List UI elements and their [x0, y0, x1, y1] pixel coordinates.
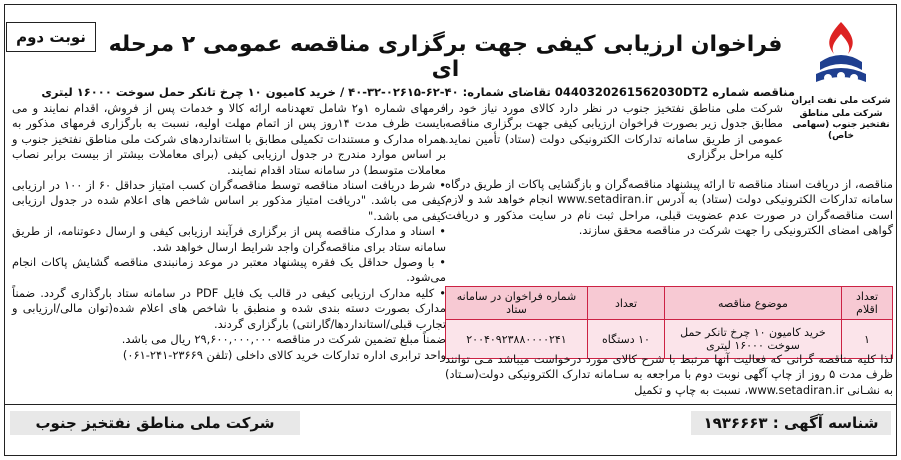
- closing-paragraph: لذا کلیه مناقصه گرانی که فعالیت آنها مرتبط با شرح کالای مورد درخواست میباشد مـی توانند ظرف مدت ۵ روز از چاپ آگهی نوبت دوم با مراجعه به سـامانه تدارک الکترونیکی دولت(سـتاد) به نشـانی www.setadiran.ir، نسبت به چاپ و تکمیل: [445, 352, 893, 397]
- conditions-paragraph: • شرط دریافت اسناد مناقصه توسط مناقصه‌گران کسب امتیاز حداقل ۶۰ از ۱۰۰ در ارزیابی کیفی می باشد. "دریافت امتیاز مذکور بر اساس شاخص های اعلام شده در جدول ارزیابی کیفی می باشد.": [12, 178, 446, 223]
- table-header-row: [446, 287, 893, 320]
- cell-subject: خرید کامیون ۱۰ چرخ تانکر حمل سوخت ۱۶۰۰۰ لیتری: [665, 320, 842, 359]
- header-quantity: تعداد: [588, 287, 665, 320]
- cell-item-count: ۱: [842, 320, 893, 359]
- guarantee-line: ضمناً مبلغ تضمین شرکت در مناقصه ۲۹,۶۰۰,۰۰۰,۰۰۰ ریال می باشد.: [121, 332, 446, 347]
- cell-quantity: ۱۰ دستگاه: [588, 320, 665, 359]
- footer-bar: [4, 404, 897, 441]
- header-call-number: شماره فراخوان در سامانه ستاد: [446, 287, 588, 320]
- flame-logo-icon: [806, 18, 876, 90]
- footer-company-name: شرکت ملی مناطق نفتخیز جنوب: [10, 411, 300, 435]
- contact-line: واحد ترابری اداره تدارکات خرید کالای داخلی (تلفن ۲۳۶۶۹-۲۴۱-۰۶۱): [122, 347, 446, 362]
- tender-number-line: مناقصه شماره 0440320261562030DT2 تقاضای شماره: ۴۰-۶۲-۰۲۶۱۵-۳۲-۴۰ / خرید کامیون ۱۰ چرخ تانکر حمل سوخت ۱۶۰۰۰ لیتری: [41, 85, 795, 99]
- conditions-paragraph: فرمهای شماره ۱و۲ شامل تعهدنامه ارائه کالا و خدمات پس از فروش، اقدام نمایند و می بایست ظرف مدت ۱۴روز پس از اتمام مهلت اولیه، نسبت به بارگزاری فرمهای مذکور به همراه مدارک و مستندات تکمیلی مطابق با استانداردهای شرکت ملی مناطق نفتخیز جنوب و بر اساس موارد مندرج در جدول ارزیابی کیفی (برای معاملات بیشتر از بیست برابر نصاب معاملات متوسط) در سامانه ستاد اقدام نمایند.: [12, 101, 446, 177]
- round-badge: نوبت دوم: [6, 22, 96, 52]
- conditions-paragraph: • کلیه مدارک ارزیابی کیفی در قالب یک فایل PDF در سامانه ستاد بارگذاری گردد. ضمناً مدارک بصورت دسته بندی شده و منطبق با شاخص های اعلام شده(توان مالی/ارزیابی و تجارب قبلی/استانداردها/گارانتی) بارگزاری گردند.: [12, 285, 447, 331]
- ad-id-label: شناسه آگهی : ۱۹۳۶۶۶۳: [691, 411, 891, 435]
- logo-caption-2: شرکت ملی مناطق نفتخیز جنوب (سهامی خاص): [792, 109, 890, 141]
- cell-call-number: ۲۰۰۴۰۹۲۳۸۸۰۰۰۰۲۴۱: [446, 320, 588, 359]
- page-title: فراخوان ارزیابی کیفی جهت برگزاری مناقصه عمومی ۲ مرحله ای: [108, 32, 783, 82]
- conditions-paragraph: • با وصول حداقل یک فقره پیشنهاد معتبر در موعد زمانبندی مناقصه گشایش پاکات انجام می‌شود.: [12, 255, 446, 285]
- nioc-logo: [791, 18, 891, 141]
- conditions-paragraph: • اسناد و مدارک مناقصه پس از برگزاری فرآیند ارزیابی کیفی و ارسال دعوتنامه، از طریق سامانه ستاد برای مناقصه‌گران واجد شرایط ارسال خواهد شد.: [12, 224, 446, 254]
- header-subject: موضوع مناقصه: [665, 287, 842, 320]
- intro-paragraph: شرکت ملی مناطق نفتخیز جنوب در نظر دارد کالای مورد نیاز خود را مطابق جدول زیر بصورت فراخوان ارزیابی کیفی جهت برگزاری مناقصه عمومی از طریق سامانه تدارکات الکترونیکی دولت (ستاد) تأمین نماید. کلیه مراحل برگزاری: [445, 101, 783, 162]
- conditions-column: [12, 101, 446, 363]
- logo-caption-1: شرکت ملی نفت ایران: [791, 96, 891, 106]
- tender-items-table: [445, 286, 893, 359]
- process-paragraph: مناقصه، از دریافت اسناد مناقصه تا ارائه پیشنهاد مناقصه‌گران و بازگشایی پاکات از طریق درگاه سامانه تدارکات الکترونیکی دولت (ستاد) به آدرس www.setadiran.ir انجام خواهد شد و لازم است مناقصه‌گران در صورت عدم عضویت قبلی، مراحل ثبت نام در سایت مذکور و دریافت گواهی امضای الکترونیکی را جهت شرکت در مناقصه محقق سازند.: [445, 177, 893, 238]
- header-item-count: تعداد اقلام: [842, 287, 893, 320]
